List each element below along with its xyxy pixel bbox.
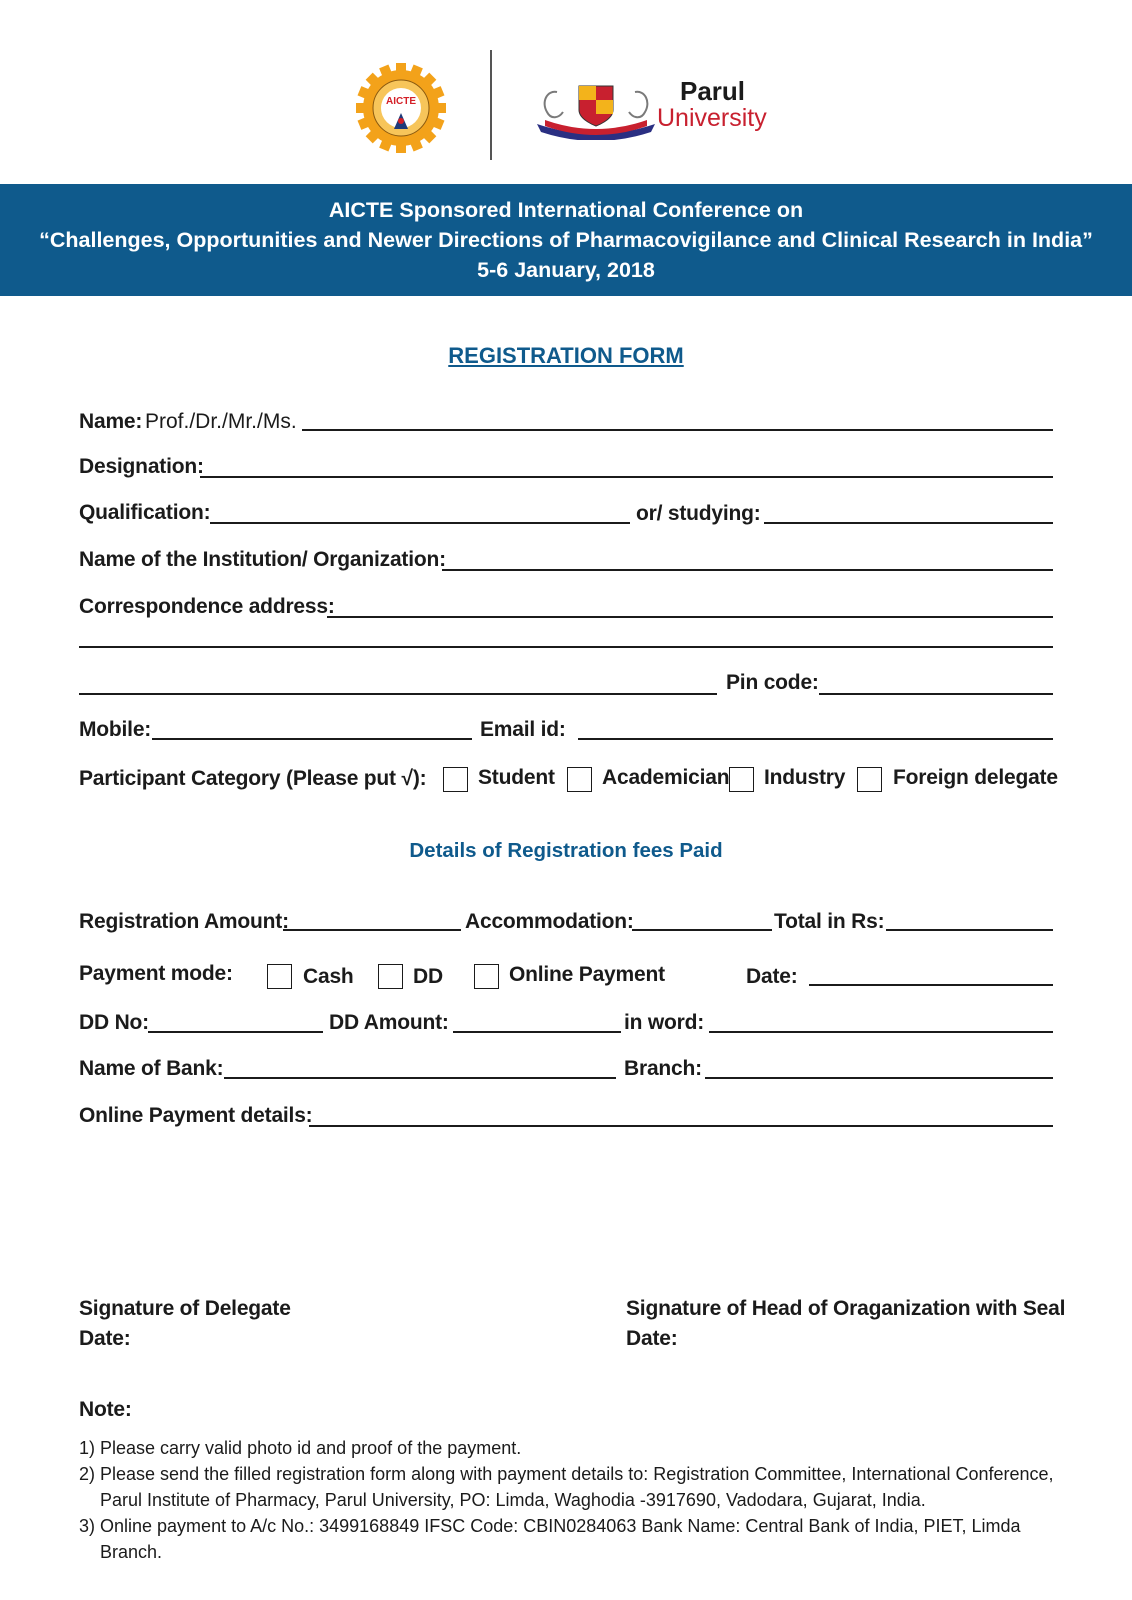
note-title: Note: [79,1398,132,1421]
parul-logo-line2: University [657,104,767,132]
address-label: Correspondence address: [79,595,335,618]
delegate-signature-label: Signature of Delegate [79,1297,291,1320]
reg-amount-field[interactable] [283,929,461,931]
cash-checkbox[interactable] [267,964,292,989]
accommodation-label: Accommodation: [465,910,634,933]
conference-banner [0,184,1132,296]
banner-line-1: AICTE Sponsored International Conference on [328,198,804,222]
payment-date-field[interactable] [809,984,1053,986]
academician-checkbox[interactable] [567,767,592,792]
dd-no-field[interactable] [148,1031,323,1033]
note-item-3-cont: Branch. [100,1542,163,1562]
pin-code-field[interactable] [819,693,1053,695]
cash-label: Cash [303,965,354,988]
email-label: Email id: [480,718,566,741]
delegate-date-label: Date: [79,1327,131,1350]
bank-field[interactable] [224,1077,616,1079]
payment-date-label: Date: [746,965,798,988]
online-payment-label: Online Payment [509,963,665,986]
banner-line-3: 5-6 January, 2018 [477,258,655,282]
email-field[interactable] [578,738,1053,740]
designation-label: Designation: [79,455,204,478]
name-field[interactable] [302,429,1053,431]
parul-logo-line1: Parul [680,76,746,106]
accommodation-field[interactable] [632,929,772,931]
address-field-line-2[interactable] [79,646,1053,648]
qualification-field[interactable] [210,522,630,524]
studying-field[interactable] [764,522,1053,524]
in-word-field[interactable] [709,1031,1053,1033]
pin-code-label: Pin code: [726,671,819,694]
total-label: Total in Rs: [774,910,885,933]
head-date-label: Date: [626,1327,678,1350]
form-title: REGISTRATION FORM [448,343,684,368]
banner-line-2: “Challenges, Opportunities and Newer Directions of Pharmacovigilance and Clinical Research in India” [39,228,1093,252]
online-payment-checkbox[interactable] [474,964,499,989]
header-divider [490,50,492,160]
name-prefix: Prof./Dr./Mr./Ms. [145,410,297,433]
dd-amount-label: DD Amount: [329,1011,449,1034]
address-field-line-3[interactable] [79,693,717,695]
student-checkbox[interactable] [443,767,468,792]
foreign-delegate-label: Foreign delegate [893,766,1058,789]
mobile-field[interactable] [152,738,472,740]
bank-label: Name of Bank: [79,1057,224,1080]
reg-amount-label: Registration Amount: [79,910,289,933]
dd-amount-field[interactable] [453,1031,621,1033]
fees-heading: Details of Registration fees Paid [409,839,723,862]
head-signature-label: Signature of Head of Oraganization with Seal [626,1297,1066,1320]
name-label: Name: [79,410,143,433]
dd-no-label: DD No: [79,1011,149,1034]
student-label: Student [478,766,555,789]
online-details-field[interactable] [309,1125,1053,1127]
industry-label: Industry [764,766,846,789]
designation-field[interactable] [200,476,1053,478]
category-label: Participant Category (Please put √): [79,767,427,790]
parul-crest [535,72,657,140]
address-field-line-1[interactable] [327,616,1053,618]
branch-label: Branch: [624,1057,702,1080]
qualification-label: Qualification: [79,501,211,524]
studying-label: or/ studying: [636,502,761,525]
aicte-logo-text: AICTE [386,96,416,107]
foreign-delegate-checkbox[interactable] [857,767,882,792]
in-word-label: in word: [624,1011,705,1034]
note-item-2-cont: Parul Institute of Pharmacy, Parul University, PO: Limda, Waghodia -3917690, Vadodara, Gujarat, India. [100,1490,926,1510]
industry-checkbox[interactable] [729,767,754,792]
dd-checkbox[interactable] [378,964,403,989]
dd-label: DD [413,965,443,988]
academician-label: Academician [602,766,730,789]
note-item-2: 2) Please send the filled registration form along with payment details to: Registration Committee, International Conference, [79,1464,1054,1484]
aicte-logo [356,63,446,153]
institution-label: Name of the Institution/ Organization: [79,548,446,571]
payment-mode-label: Payment mode: [79,962,233,985]
total-field[interactable] [886,929,1053,931]
institution-field[interactable] [442,569,1053,571]
branch-field[interactable] [705,1077,1053,1079]
note-item-1: 1) Please carry valid photo id and proof of the payment. [79,1438,522,1458]
note-item-3: 3) Online payment to A/c No.: 3499168849 IFSC Code: CBIN0284063 Bank Name: Central Bank of India, PIET, Limda [79,1516,1021,1536]
mobile-label: Mobile: [79,718,152,741]
online-details-label: Online Payment details: [79,1104,313,1127]
